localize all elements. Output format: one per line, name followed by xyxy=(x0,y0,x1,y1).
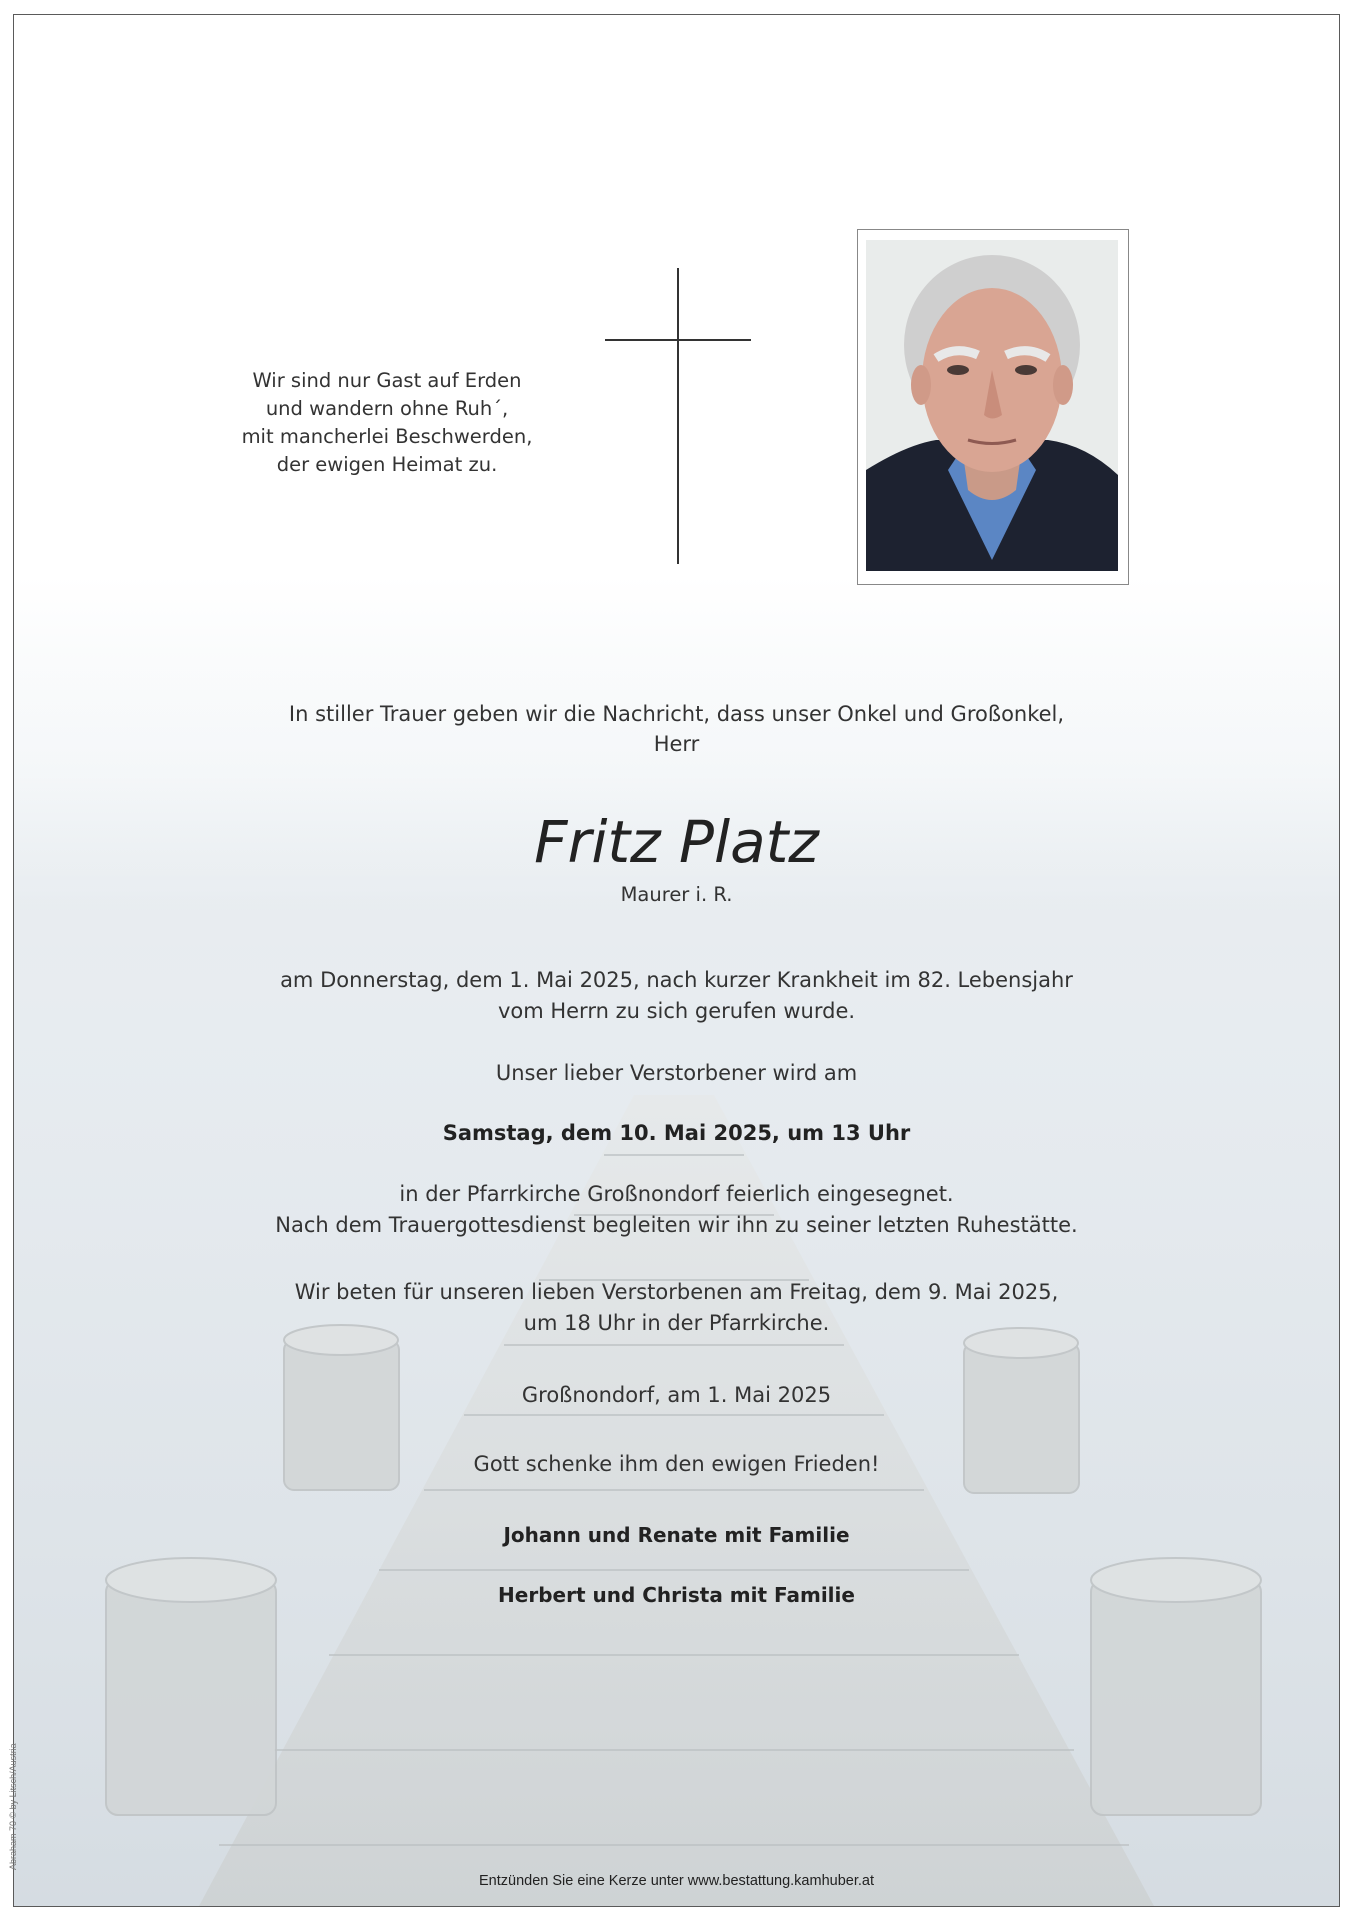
mourner: Herbert und Christa mit Familie xyxy=(498,1583,855,1607)
death-line: vom Herrn zu sich gerufen wurde. xyxy=(497,999,856,1023)
deceased-profession: Maurer i. R. xyxy=(620,883,733,906)
poem-line: der ewigen Heimat zu. xyxy=(276,453,498,476)
intro-line: In stiller Trauer geben wir die Nachricht, dass unser Onkel und Großonkel, xyxy=(288,702,1065,726)
portrait-photo xyxy=(866,240,1118,571)
poem-line: mit mancherlei Beschwerden, xyxy=(241,425,533,448)
poem-line: und wandern ohne Ruh´, xyxy=(265,397,509,420)
poem xyxy=(197,367,577,479)
death-announcement xyxy=(14,965,1339,1027)
intro-line: Herr xyxy=(653,732,700,756)
prayer-notice xyxy=(14,1277,1339,1339)
funeral-place xyxy=(14,1179,1339,1241)
deceased-name: Fritz Platz xyxy=(534,808,819,876)
mourner: Johann und Renate mit Familie xyxy=(503,1523,850,1547)
intro-text xyxy=(14,699,1339,759)
place-and-date: Großnondorf, am 1. Mai 2025 xyxy=(521,1383,832,1407)
funeral-place-line: Nach dem Trauergottesdienst begleiten wir ihn zu seiner letzten Ruhestätte. xyxy=(275,1213,1078,1237)
funeral-intro: Unser lieber Verstorbener wird am xyxy=(495,1061,858,1085)
death-line: am Donnerstag, dem 1. Mai 2025, nach kurzer Krankheit im 82. Lebensjahr xyxy=(280,968,1073,992)
copyright-note: Abraham 70 © by Litsch/Austria xyxy=(8,1743,18,1870)
blessing: Gott schenke ihm den ewigen Frieden! xyxy=(473,1452,880,1476)
funeral-date: Samstag, dem 10. Mai 2025, um 13 Uhr xyxy=(442,1121,911,1145)
cross-icon xyxy=(603,268,753,564)
prayer-line: um 18 Uhr in der Pfarrkirche. xyxy=(523,1311,830,1335)
poem-line: Wir sind nur Gast auf Erden xyxy=(252,369,522,392)
portrait-frame xyxy=(857,229,1129,585)
footer-link-text: Entzünden Sie eine Kerze unter www.bestattung.kamhuber.at xyxy=(479,1873,874,1889)
prayer-line: Wir beten für unseren lieben Verstorbenen am Freitag, dem 9. Mai 2025, xyxy=(294,1280,1059,1304)
funeral-place-line: in der Pfarrkirche Großnondorf feierlich eingesegnet. xyxy=(399,1182,954,1206)
death-notice-card xyxy=(13,14,1340,1907)
